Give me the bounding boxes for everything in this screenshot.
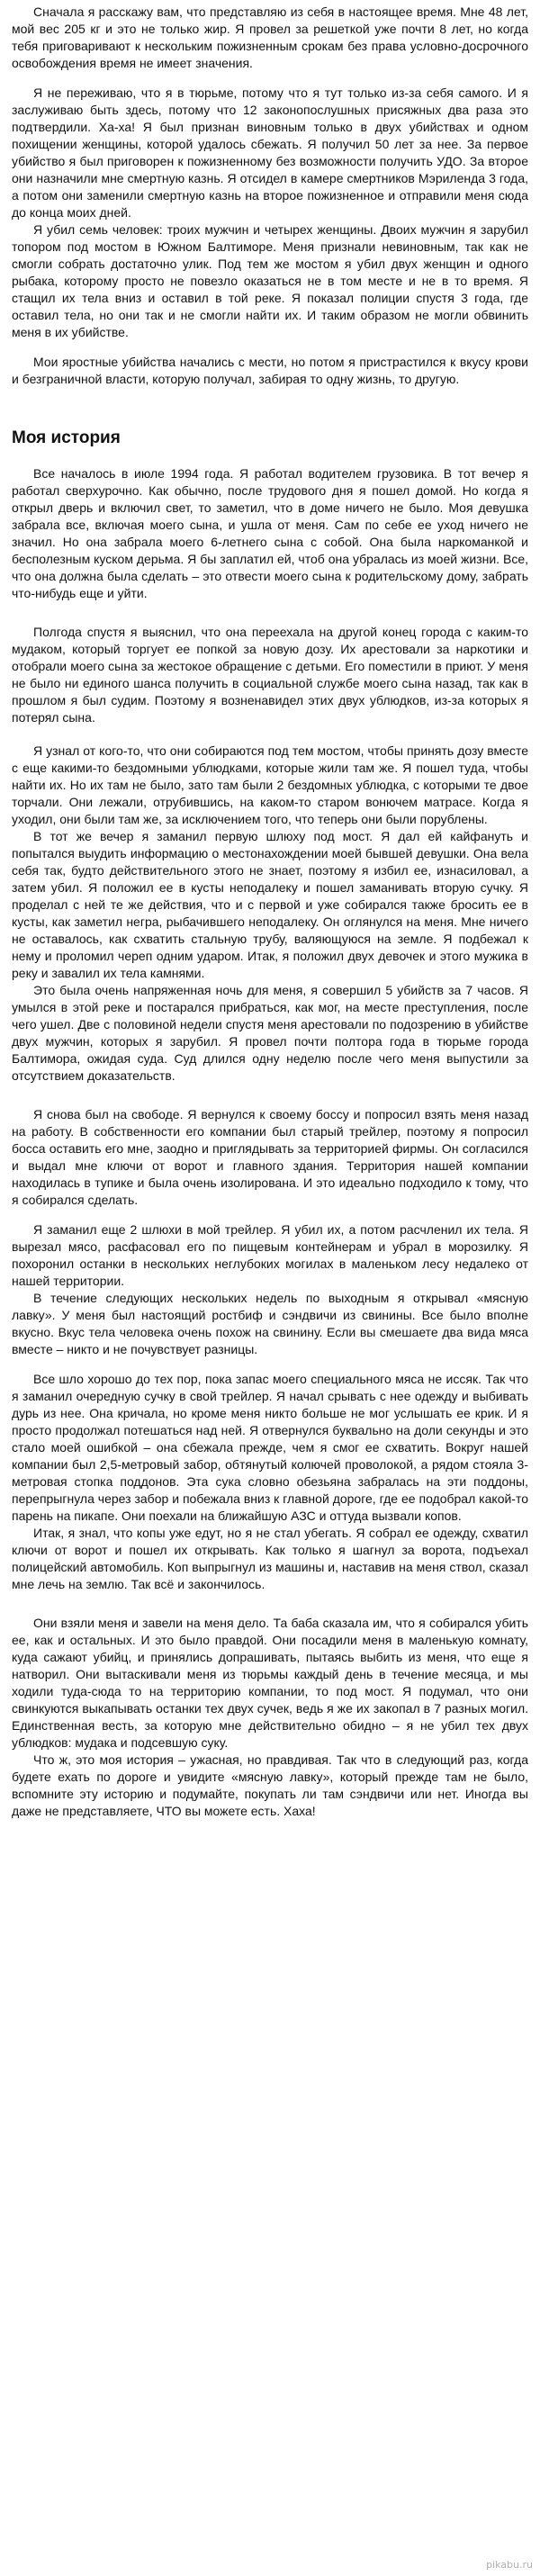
spacer [12, 72, 528, 85]
story-paragraph-8: В течение следующих нескольких недель по выходным я открывал «мясную лавку». У меня был настоящий ростбиф и сэндвичи из свинины. Все было вполне вкусно. Вкус тела человека очень похож на свинину. Если вы смешаете два вида мяса вместе – никто и не почувствует разницы. [12, 1291, 528, 1356]
intro-paragraph-1: Сначала я расскажу вам, что представляю из себя в настоящее время. Мне 48 лет, мой вес 205 кг и это не только жир. Я провел за решеткой уже почти 8 лет, но когда тебя приговаривают к нескольким пожизненным срокам без права условно-досрочного освобождения время не имеет значения. [12, 5, 528, 70]
spacer [12, 341, 528, 354]
story-paragraph-11: Они взяли меня и завели на меня дело. Та баба сказала им, что я собирался убить ее, как и остальных. И это было правдой. Они посадили меня в маленькую комнату, куда сажают убийц, и принялись допрашивать, пытаясь выбить из меня, что еще я натворил. Они вытаскивали меня из тюрьмы каждый день в течение месяца, и мы ходили туда-сюда то на территорию компании, то под мост. Я подумал, что они свинкуются выкапывать останки тех двух сучек, ведь я же их закопал в 7 разных могил. Единственная весть, за которую мне действительно обидно – я не убил тех двух ублюдков: мудака и подсевшую суку. [12, 1616, 528, 1750]
intro-paragraph-4: Мои яростные убийства начались с мести, но потом я пристрастился к вкусу крови и безграничной власти, которую получал, забирая то одну жизнь, то другую. [12, 355, 528, 386]
story-paragraph-7: Я заманил еще 2 шлюхи в мой трейлер. Я убил их, а потом расчленил их тела. Я вырезал мясо, расфасовал его по пищевым контейнерам и убрал в морозилку. Я похоронил останки в нескольких неглубоких могилах в маленьком лесу недалеко от нашей территории. [12, 1222, 528, 1288]
story-paragraph-1: Все началось в июле 1994 года. Я работал водителем грузовика. В тот вечер я работал сверхурочно. Как обычно, после трудового дня я пошел домой. Но когда я открыл дверь и включил свет, то заметил, что в доме ничего не было. Моя девушка забрала все, включая моего сына, и ушла от меня. Сам по себе ее уход ничего не значил. Но она забрала моего 6-летнего сына с собой. Она была наркоманкой и бесполезным куском дерьма. Я бы заплатил ей, чтоб она убралась из моей жизни. Все, что она должна была сделать – это отвести моего сына к родительскому дому, забрать что-нибудь еще и уйти. [12, 466, 528, 600]
story-paragraph-2: Полгода спустя я выяснил, что она переехала на другой конец города с каким-то мудаком, который торгует ее попкой за новую дозу. Их арестовали за наркотики и отобрали моего сына за жестокое обращение с детьми. Его поместили в приют. У меня не было ни единого шанса получить в социальной службе моего сына назад, так как в прошлом я был судим. Поэтому я возненавидел этих двух ублюдков, из-за которых я потерял сына. [12, 625, 528, 725]
spacer [12, 1358, 528, 1371]
section-heading: Моя история [12, 428, 121, 447]
story-paragraph-3: Я узнал от кого-то, что они собираются под тем мостом, чтобы принять дозу вместе с еще какими-то бездомными ублюдками, которые жили там же. Я пошел туда, чтобы найти их. Но их там не было, зато там были 2 бездомных ублюдка, с которыми те двое торчали. Они лежали, отрубившись, на каком-то старом вонючем матрасе. Когда я уходил, они были там же, за исключением того, что теперь они были порублены. [12, 743, 528, 826]
spacer [12, 726, 528, 743]
spacer [12, 1085, 528, 1106]
spacer [12, 388, 528, 428]
intro-paragraph-2: Я не переживаю, что я в тюрьме, потому что я тут только из-за себя самого. И я заслуживаю быть здесь, потому что 12 законопослушных присяжных два раза это подтвердили. Ха-ха! Я был признан виновным только в двух убийствах и одном похищении женщины, которой удалось сбежать. Я получил 50 лет за нее. За первое убийство я был приговорен к пожизненному без возможности получить УДО. За второе они назначили мне смертную казнь. Я отсидел в камере смертников Мэриленда 3 года, а потом они заменили смертную казнь на второе пожизненное и отправили меня сюда до конца моих дней. [12, 86, 528, 220]
story-paragraph-9: Все шло хорошо до тех пор, пока запас моего специального мяса не иссяк. Так что я заманил очередную сучку в свой трейлер. Я начал срывать с нее одежду и выбивать дурь из нее. Она кричала, но кроме меня никто больше не мог услышать ее крик. И я просто продолжал потешаться над ней. Я отвернулся буквально на доли секунды и это стало моей ошибкой – она сбежала прежде, чем я смог ее схватить. Вокруг нашей компании был 2,5-метровый забор, обтянутый колючей проволокой, а рядом стояла 3-метровая стопка поддонов. Эта сука словно обезьяна забралась на эти поддоны, перепрыгнула через забор и побежала вниз к главной дороге, где ее подобрал какой-то парень на пикапе. Они поехали на ближайшую АЗС и оттуда вызвали копов. [12, 1372, 528, 1523]
spacer [12, 1209, 528, 1221]
story-paragraph-5: Это была очень напряженная ночь для меня, я совершил 5 убийств за 7 часов. Я умылся в этой реке и постарался прибраться, как мог, на месте преступления, после чего ушел. Две с половиной недели спустя меня арестовали по подозрению в убийстве двух мужчин, которых я зарубил. Я провел почти полтора года в тюрьме города Балтимора, ожидая суда. Суд длился одну неделю после чего меня выпустили за отсутствием доказательств. [12, 983, 528, 1083]
story-paragraph-12: Что ж, это моя история – ужасная, но правдивая. Так что в следующий раз, когда будете ехать по дороге и увидите «мясную лавку», который прежде там не было, вспомните эту историю и подумайте, покупать ли там сэндвичи или нет. Иногда вы даже не представляете, ЧТО вы можете есть. Хаха! [12, 1752, 528, 1818]
site-watermark: pikabu.ru [486, 2559, 533, 2571]
story-paragraph-4: В тот же вечер я заманил первую шлюху под мост. Я дал ей кайфануть и попытался выудить информацию о местонахождении моей бывшей девушки. Она вела себя так, будто действительного этого не знает, поэтому я избил ее, изнасиловал, а затем убил. Я положил ее в кусты неподалеку и пошел заманивать вторую сучку. Я проделал с ней те же действия, что и с первой и уже собирался также бросить ее в кусты, как заметил негра, рыбачившего неподалеку. Он оглянулся на меня. Мне ничего не оставалось, как схватить стальную трубу, валяющуюся на земле. Я подбежал к нему и проломил череп одним ударом. Итак, я положил двух девочек и этого мужика в реку и завалил их тела камнями. [12, 829, 528, 980]
spacer [12, 1593, 528, 1615]
story-paragraph-6: Я снова был на свободе. Я вернулся к своему боссу и попросил взять меня назад на работу. В собственности его компании был старый трейлер, поэтому я попросил босса оставить его мне, заодно и приглядывать за территорией фирмы. Он согласился и выдал мне ключи от ворот и главного здания. Территория нашей компании находилась в тупике и была очень изолирована. И это идеально подходило к тому, что я собирался сделать. [12, 1107, 528, 1207]
story-paragraph-10: Итак, я знал, что копы уже едут, но я не стал убегать. Я собрал ее одежду, схватил ключи от ворот и пошел их открывать. Как только я шагнул за ворота, подъехал полицейский автомобиль. Коп выпрыгнул из машины и, наставив на меня ствол, сказал мне лечь на землю. Так всё и закончилось. [12, 1526, 528, 1591]
intro-paragraph-3: Я убил семь человек: троих мужчин и четырех женщины. Двоих мужчин я зарубил топором под мостом в Южном Балтиморе. Меня признали невиновным, так как не смогли собрать достаточно улик. Под тем же мостом я убил двух женщин и одного рыбака, которому просто не повезло оказаться не в том месте и не в то время. Я стащил их тела вниз и оставил в той реке. Я показал полиции спустя 3 года, где оставил тела, но они так и не смогли найти их. И таким образом не могли обвинить меня в их убийстве. [12, 222, 528, 339]
spacer [12, 602, 528, 624]
